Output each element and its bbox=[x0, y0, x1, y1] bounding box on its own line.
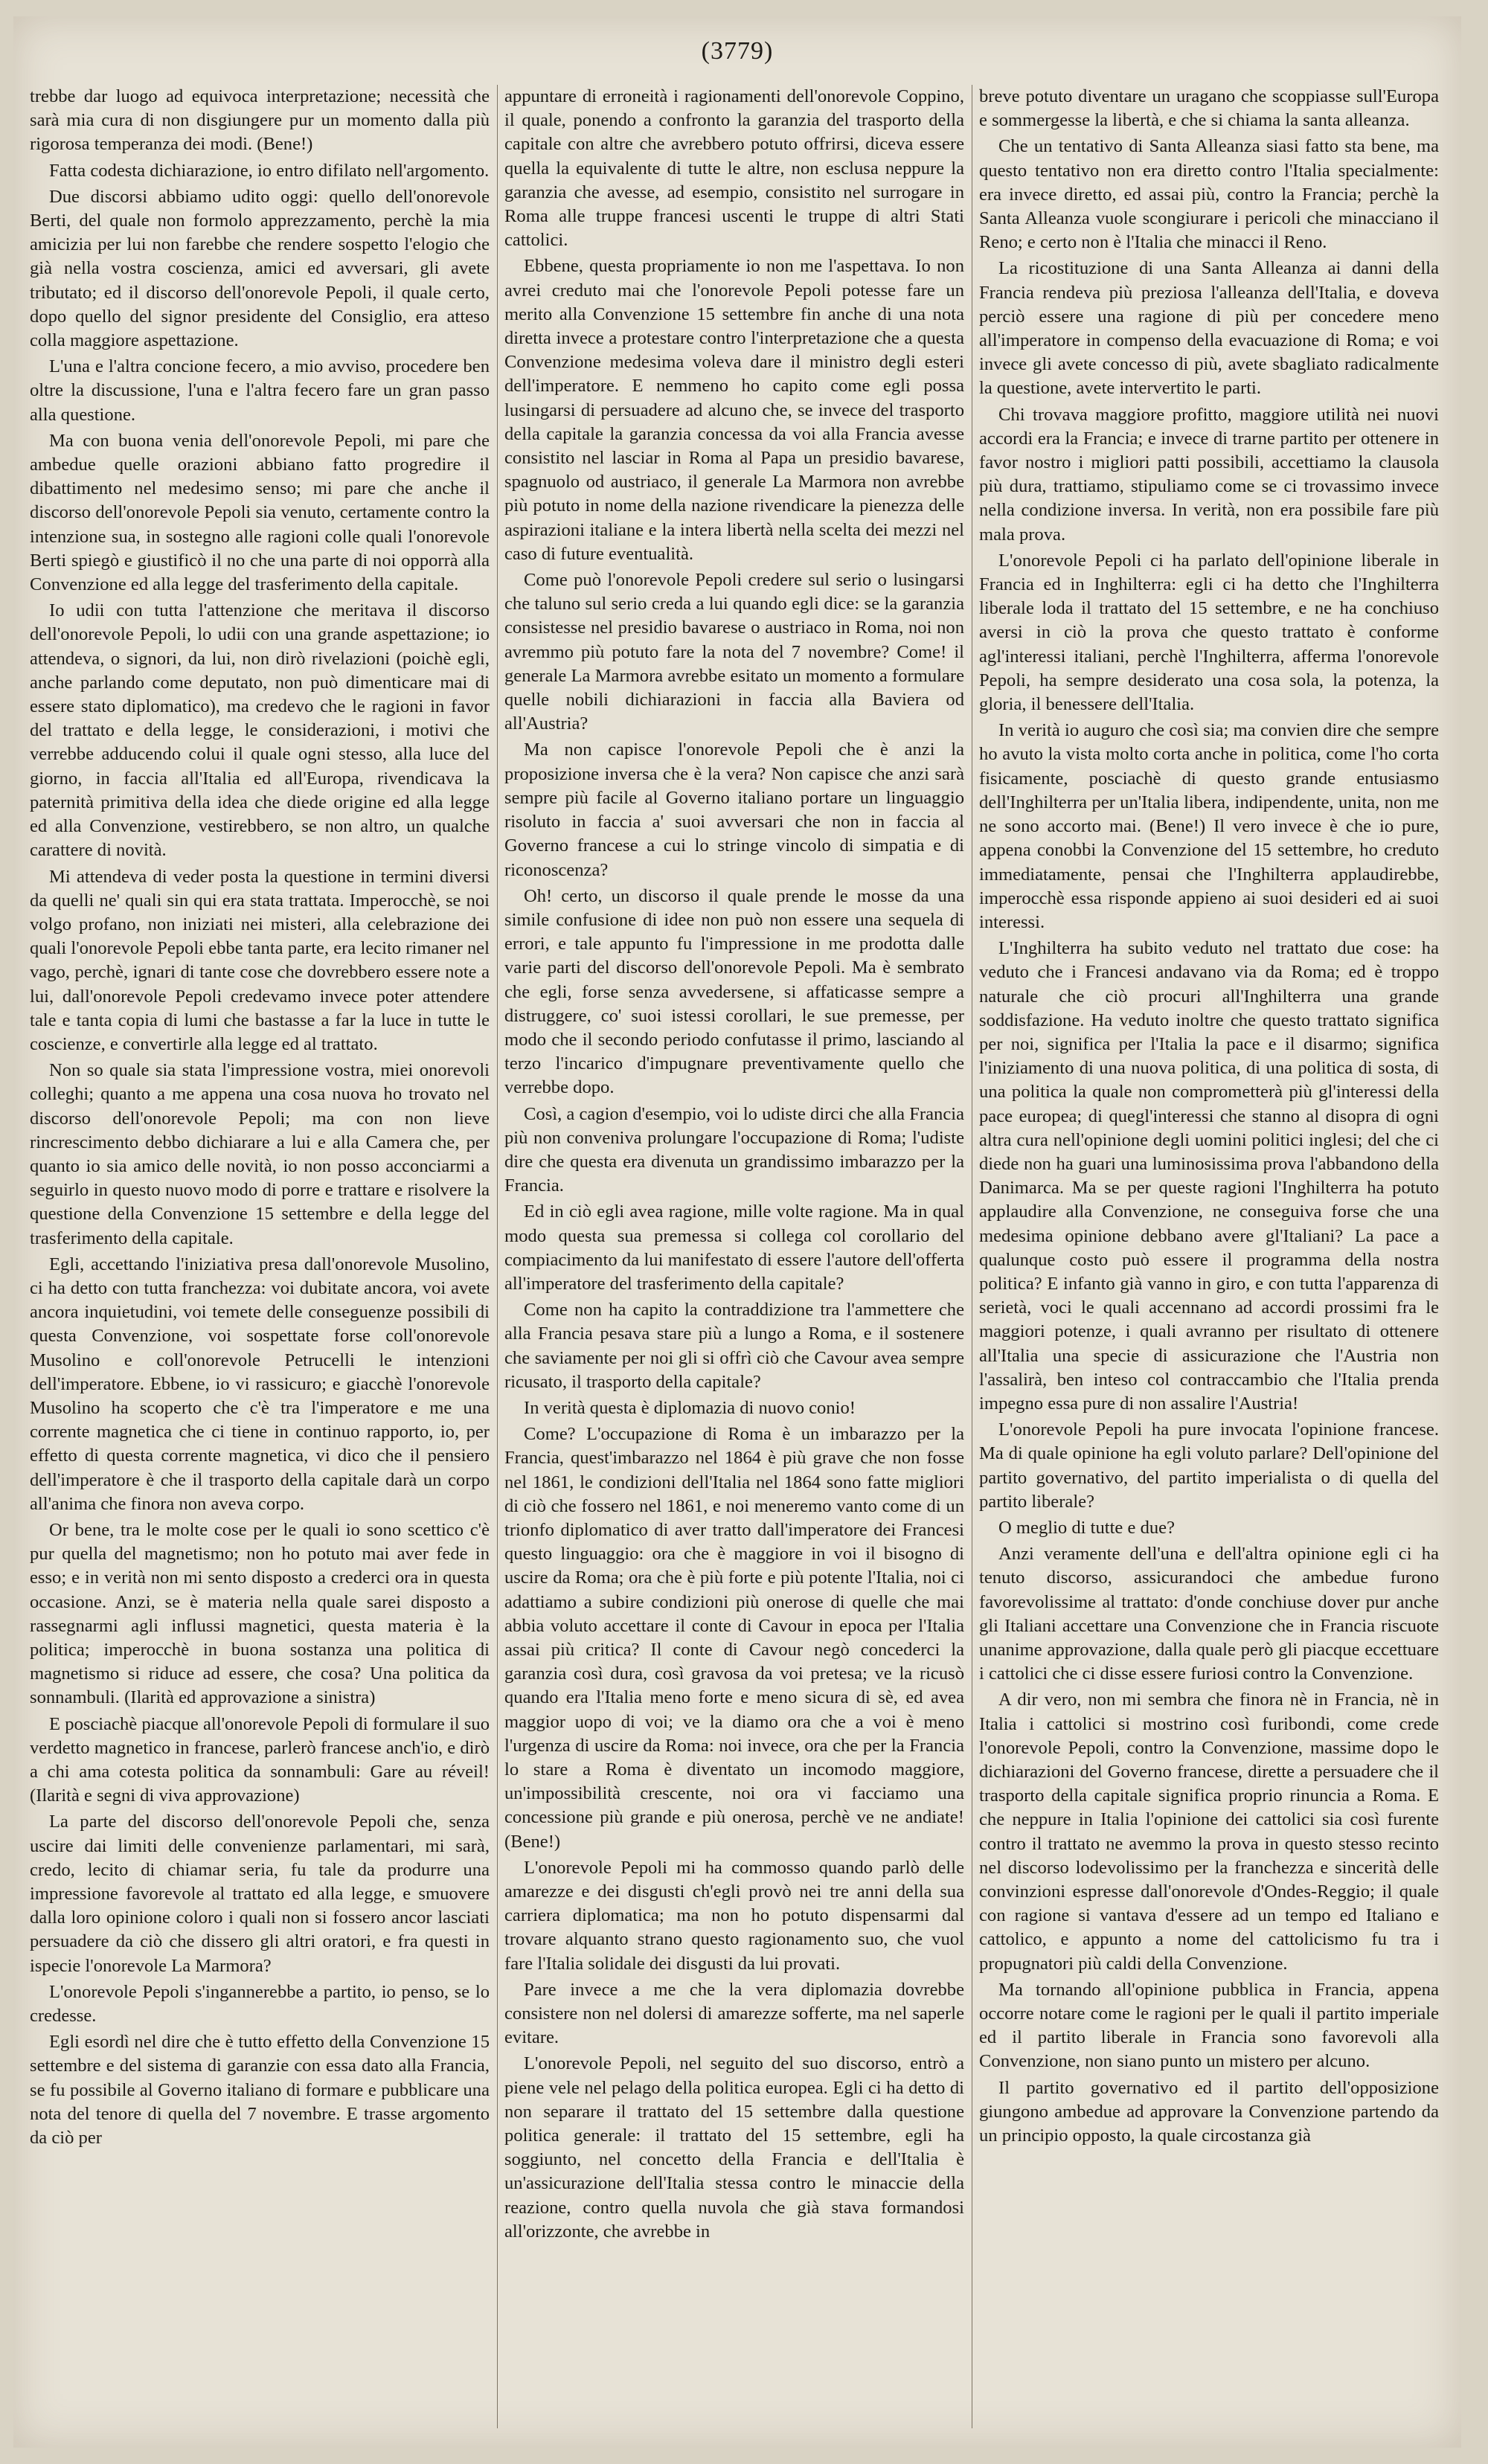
text-column-middle bbox=[504, 85, 964, 2428]
paragraph: L'onorevole Pepoli mi ha commosso quando parlò delle amarezze e dei disgusti ch'egli provò nei tre anni della sua carriera diplomatica; ma non ho potuto dispensarmi dal trovare alquanto strano questo ragionamento suo, che vuol fare l'Italia solidale dei disgusti da lui provati. bbox=[504, 1857, 964, 1974]
paragraph: Anzi veramente dell'una e dell'altra opinione egli ci ha tenuto discorso, assicurandoci che ambedue furono favorevolissime al trattato: d'onde conchiuse dover pur anche gli Italiani accettare una Convenzione che in Francia riscuote unanime approvazione, dalla quale però gli piacque eccettuare i cattolici che ci disse essere furiosi contro la Convenzione. bbox=[979, 1544, 1439, 1684]
paragraph: L'onorevole Pepoli s'ingannerebbe a partito, io penso, se lo credesse. bbox=[30, 1981, 490, 2027]
paragraph: Chi trovava maggiore profitto, maggiore utilità nei nuovi accordi era la Francia; e invece di trarne partito per ottenere in favor nostro i migliori patti possibili, accettiamo la clausola più dura, trattiamo, stipuliamo come se ci trovassimo invece nella condizione inversa. In verità, non era possibile fare più mala prova. bbox=[979, 404, 1439, 545]
paragraph: In verità io auguro che così sia; ma convien dire che sempre ho avuto la vista molto corta anche in politica, come l'ho corta fisicamente, posciachè di questo grande entusiasmo dell'Inghilterra per un'Italia libera, indipendente, unita, non me ne sono accorto mai. (Bene!) Il vero invece è che io pure, appena conobbi la Convenzione del 15 settembre, ho creduto immediatamente, pensai che l'Inghilterra applaudirebbe, imperocchè essa risponde appieno ai suoi desideri ed ai suoi interessi. bbox=[979, 720, 1439, 932]
paragraph: La ricostituzione di una Santa Alleanza ai danni della Francia rendeva più preziosa l'alleanza dell'Italia, e doveva perciò essere una ragione di più per concedere meno all'imperatore in compenso della evacuazione di Roma; e voi invece gli avete concesso di più, avete sbagliato radicalmente la questione, avete intervertito le parti. bbox=[979, 258, 1439, 399]
paragraph: O meglio di tutte e due? bbox=[998, 1517, 1175, 1538]
newspaper-page bbox=[13, 16, 1461, 2448]
paragraph: breve potuto diventare un uragano che scoppiasse sull'Europa e sommergesse la libertà, e che si chiama la santa alleanza. bbox=[979, 86, 1439, 131]
paragraph: L'Inghilterra ha subito veduto nel trattato due cose: ha veduto che i Francesi andavano via da Roma; ed è troppo naturale che ciò procuri all'Inghilterra una grande soddisfazione. Ha veduto inoltre che questo trattato significa per noi, significa per l'Italia la pace e il disarmo; significa l'iniziamento di una nuova politica, di una politica di sosta, di una politica la quale non comprometterà più gl'interessi della pace europea; di quegl'interessi che stanno al disopra di ogni altra cura nell'opinione degli uomini politici inglesi; del che ci diede non ha guari una luminosissima prova l'abbandono della Danimarca. Ma se per queste ragioni l'Inghilterra ha potuto applaudire alla Convenzione, ne conseguiva forse che una medesima opinione debbano avere gl'Italiani? La pace a qualunque costo può essere il programma della nostra politica? E infanto già vanno in giro, e con tutta l'apparenza di serietà, voci le quali accennano ad accordi prossimi fra le maggiori potenze, i quali avranno per risultato di ottenere all'Italia una specie di assicurazione che l'Austria non l'assalirà, ben inteso col contraccambio che l'Italia prenda impegno essa pure di non assalire l'Austria! bbox=[979, 938, 1439, 1414]
paragraph: Ma con buona venia dell'onorevole Pepoli, mi pare che ambedue quelle orazioni abbiano fatto progredire il dibattimento nel medesimo senso; mi pare che anche il discorso dell'onorevole Pepoli sia venuto, certamente contro la intenzione sua, in sostegno alle ragioni colle quali l'onorevole Berti spiegò e giustificò il no che una parte di noi opporrà alla Convenzione ed alla legge del trasferimento della capitale. bbox=[30, 430, 490, 595]
paragraph: Or bene, tra le molte cose per le quali io sono scettico c'è pur quella del magnetismo; non ho potuto mai aver fede in esso; e in verità non mi sento disposto a crederci ora in questa occasione. Anzi, se è materia nella quale sarei disposto a rassegnarmi agli influssi magnetici, questa materia è la politica; imperocchè in buona sostanza una politica di magnetismo si riduce ad essere, che cosa? Una politica da sonnambuli. (Ilarità ed approvazione a sinistra) bbox=[30, 1519, 490, 1708]
paragraph: Come può l'onorevole Pepoli credere sul serio o lusingarsi che taluno sul serio creda a lui quando egli dice: se la garanzia consistesse nel presidio bavarese o austriaco in Roma, noi non avremmo più potuto fare la nota del 7 novembre? Come! il generale La Marmora avrebbe esitato un momento a formulare quelle nobili dichiarazioni in faccia alla Baviera od all'Austria? bbox=[504, 570, 964, 734]
paragraph: Ma tornando all'opinione pubblica in Francia, appena occorre notare come le ragioni per le quali il partito imperiale ed il partito liberale in Francia sono favorevoli alla Convenzione, non siano punto un mistero per alcuno. bbox=[979, 1979, 1439, 2072]
paragraph: Oh! certo, un discorso il quale prende le mosse da una simile confusione di idee non può non essere una sequela di errori, e tale appunto fu l'impressione in me prodotta dalle varie parti del discorso dell'onorevole Pepoli. Ma è sembrato che egli, forse senza avvedersene, si affaticasse sempre a distruggere, co' suoi istessi corollari, le sue premesse, per modo che il secondo periodo confutasse il primo, lasciando al terzo l'incarico d'impugnare preventivamente quello che verrebbe dopo. bbox=[504, 885, 964, 1098]
paragraph: In verità questa è diplomazia di nuovo conio! bbox=[524, 1397, 856, 1418]
paragraph: Come? L'occupazione di Roma è un imbarazzo per la Francia, quest'imbarazzo nel 1864 è più grave che non fosse nel 1861, le condizioni dell'Italia nel 1864 sono fatte migliori di ciò che fossero nel 1861, e noi meneremo vanto come di un trionfo diplomatico di aver tratto dall'imperatore dei Francesi questo linguaggio: ora che è maggiore in voi il bisogno di uscire da Roma; ora che è più forte e più potente l'Italia, noi ci adattiamo a subire condizioni più onerose di quelle che mai abbia voluto accettare il conte di Cavour in epoca per l'Italia assai più critica? Il conte di Cavour negò concederci la garanzia così dura, così gravosa da voi pretesa; ve la ricusò quando era l'Italia meno forte e meno sicura di sè, ed avea maggior uopo di voi; ve la diamo ora che a voi è meno l'urgenza di uscire da Roma: noi invece, ora che per la Francia lo stare a Roma è diventato un incomodo maggiore, un'impossibilità crescente, noi ora vi facciamo una concessione più grande e più onerosa, perchè ve ne andiate! (Bene!) bbox=[504, 1424, 964, 1852]
page-number: (3779) bbox=[701, 37, 774, 65]
paragraph: L'onorevole Pepoli ci ha parlato dell'opinione liberale in Francia ed in Inghilterra: egli ci ha detto che l'Inghilterra liberale loda il trattato del 15 settembre, e ne ha conchiuso aversi in ciò la prova che questo trattato è conforme agl'interessi italiani, perchè l'Inghilterra, afferma l'onorevole Pepoli, ha sempre desiderato una cosa sola, la potenza, la gloria, il benessere dell'Italia. bbox=[979, 550, 1439, 715]
paragraph: Il partito governativo ed il partito dell'opposizione giungono ambedue ad approvare la Convenzione partendo da un principio opposto, la quale circostanza già bbox=[979, 2077, 1439, 2146]
paragraph: Io udii con tutta l'attenzione che meritava il discorso dell'onorevole Pepoli, lo udii con una grande aspettazione; io attendeva, o signori, da lui, non dirò rivelazioni (poichè egli, anche parlando come deputato, non può dimenticare mai di essere stato diplomatico), ma credevo che le ragioni in favor del trattato e della legge, le considerazioni, i motivi che verrebbe adducendo colui il quale ogni stesso, alla luce del giorno, in faccia all'Italia ed all'Europa, rivendicava la paternità primitiva della idea che diede origine ed alla legge ed alla Convenzione, vestirebbero, se non altro, un qualche carattere di novità. bbox=[30, 600, 490, 861]
paragraph: Così, a cagion d'esempio, voi lo udiste dirci che alla Francia più non conveniva prolungare l'occupazione di Roma; l'udiste dire che questa era divenuta un grandissimo imbarazzo per la Francia. bbox=[504, 1103, 964, 1196]
paragraph: Come non ha capito la contraddizione tra l'ammettere che alla Francia pesava stare più a lungo a Roma, e il sostenere che saviamente per noi gli si offrì ciò che Cavour avea sempre ricusato, il trasporto della capitale? bbox=[504, 1300, 964, 1392]
paragraph: Ed in ciò egli avea ragione, mille volte ragione. Ma in qual modo questa sua premessa si collega col corollario del compiacimento da lui manifestato di essere l'autore dell'offerta all'imperatore del trasferimento della capitale? bbox=[504, 1201, 964, 1294]
paragraph: L'onorevole Pepoli ha pure invocata l'opinione francese. Ma di quale opinione ha egli voluto parlare? Dell'opinione del partito governativo, del partito imperialista o di quella del partito liberale? bbox=[979, 1419, 1439, 1512]
paragraph: Ma non capisce l'onorevole Pepoli che è anzi la proposizione inversa che è la vera? Non capisce che anzi sarà sempre più facile al Governo italiano portare un linguaggio risoluto in faccia a' suoi avversari che non in faccia al Governo francese a cui lo stringe vincolo di simpatia e di riconoscenza? bbox=[504, 739, 964, 880]
paragraph: Non so quale sia stata l'impressione vostra, miei onorevoli colleghi; quanto a me appena una cosa nuova ho trovato nel discorso dell'onorevole Pepoli; ma con non lieve rincrescimento debbo dichiarare a lui e alla Camera che, per quanto io sia amico delle novità, io non posso acconciarmi a seguirlo in questo nuovo modo di porre e trattare e risolvere la questione della Convenzione 15 settembre e della legge del trasferimento della capitale. bbox=[30, 1060, 490, 1248]
column-divider bbox=[497, 85, 498, 2428]
text-column-right bbox=[979, 85, 1439, 2428]
paragraph: Mi attendeva di veder posta la questione in termini diversi da quelli ne' quali sin qui era stata trattata. Imperocchè, se noi volgo profano, non iniziati nei misteri, alla celebrazione dei quali l'onorevole Pepoli ebbe tanta parte, era lecito rimaner nel vago, perchè, ignari di tante cose che dovrebbero essere note a lui, dall'onorevole Pepoli credevamo invece poter attendere tale e tanta copia di lumi che bastasse a far la luce in tutte le coscienze, e convertirle alla legge ed al trattato. bbox=[30, 866, 490, 1054]
paragraph: Ebbene, questa propriamente io non me l'aspettava. Io non avrei creduto mai che l'onorevole Pepoli potesse fare un merito alla Convenzione 15 settembre fin anche di una nota diretta invece a protestare contro l'interpretazione che a questa Convenzione medesima voleva dare il ministro degli esteri dell'imperatore. E nemmeno ho capito come egli possa lusingarsi di persuadere ad alcuno che, se invece del trasporto della capitale la garanzia concessa da voi alla Francia avesse consistito nel lasciar in Roma al Papa un presidio bavarese, spagnuolo od austriaco, il generale La Marmora non avrebbe più potuto in nome della nazione rivendicare la pienezza delle aspirazioni italiane e la intera libertà nella scelta dei mezzi nel caso di future eventualità. bbox=[504, 256, 964, 564]
paragraph: trebbe dar luogo ad equivoca interpretazione; necessità che sarà mia cura di non disgiungere pur un momento dalla più rigorosa temperanza dei modi. (Bene!) bbox=[30, 86, 490, 155]
paragraph: Egli, accettando l'iniziativa presa dall'onorevole Musolino, ci ha detto con tutta franchezza: voi dubitate ancora, voi avete ancora inquietudini, voi temete delle conseguenze possibili di questa Convenzione, voi sospettate forse coll'onorevole Musolino e coll'onorevole Petrucelli le intenzioni dell'imperatore. Ebbene, io vi rassicuro; e giacchè l'onorevole Musolino ha scoperto che c'è tra l'imperatore e me una corrente magnetica che ci tiene in continuo rapporto, io, per effetto di questa corrente magnetica, vi dico che il pensiero dell'imperatore è che il trasporto della capitale darà un corpo all'anima che finora non aveva corpo. bbox=[30, 1254, 490, 1514]
paragraph: La parte del discorso dell'onorevole Pepoli che, senza uscire dai limiti delle convenienze parlamentari, mi sarà, credo, lecito di chiamar seria, fu tale da produrre una impressione favorevole al trattato ed alla legge, e smuovere dalla loro opinione coloro i quali non si fossero ancor lasciati persuadere da ciò che dissero gli altri oratori, e fra questi in ispecie l'onorevole La Marmora? bbox=[30, 1812, 490, 1976]
paragraph: Due discorsi abbiamo udito oggi: quello dell'onorevole Berti, del quale non formolo apprezzamento, perchè la mia amicizia per lui non farebbe che rendere sospetto l'elogio che già nella vostra coscienza, amici ed avversari, gli avete tributato; ed il discorso dell'onorevole Pepoli, il quale certo, dopo quello del signor presidente del Consiglio, era atteso colla maggiore aspettazione. bbox=[30, 186, 490, 351]
paragraph: L'onorevole Pepoli, nel seguito del suo discorso, entrò a piene vele nel pelago della politica europea. Egli ci ha detto di non separare il trattato del 15 settembre dalla questione politica generale: il trattato del 15 settembre, egli ha soggiunto, nel concetto della Francia e dell'Italia è un'assicurazione dell'Italia stessa contro le minaccie della reazione, contro quella nuvola che già stava formandosi all'orizzonte, che avrebbe in bbox=[504, 2053, 964, 2242]
paragraph: A dir vero, non mi sembra che finora nè in Francia, nè in Italia i cattolici si mostrino così furibondi, come crede l'onorevole Pepoli, contro la Convenzione, massime dopo le dichiarazioni del Governo francese, dirette a persuadere che il trasporto della capitale significa proprio rinuncia a Roma. E che neppure in Italia l'opinione dei cattolici sia così furente contro il trattato ne avemmo la prova in questo stesso recinto nel discorso lodevolissimo per la franchezza e sincerità delle convinzioni espresse dall'onorevole d'Ondes-Reggio; il quale con ragione si vantava d'essere ad un tempo ed Italiano e cattolico, e appunto a nome del cattolicismo fu tra i propugnatori più caldi della Convenzione. bbox=[979, 1690, 1439, 1974]
text-column-left bbox=[30, 85, 490, 2428]
paragraph: Pare invece a me che la vera diplomazia dovrebbe consistere non nel dolersi di amarezze sofferte, ma nel saperle evitare. bbox=[504, 1979, 964, 2048]
paragraph: Fatta codesta dichiarazione, io entro difilato nell'argomento. bbox=[49, 160, 490, 181]
paragraph: appuntare di erroneità i ragionamenti dell'onorevole Coppino, il quale, ponendo a confronto la garanzia del trasporto della capitale con altre che avrebbero potuto offrirsi, diceva essere quella la equivalente di tutte le altre, non esclusa neppure la garanzia che avesse, ad esempio, consistito nel surrogare in Roma alle truppe francesi uscenti le truppe di altri Stati cattolici. bbox=[504, 86, 964, 251]
paragraph: L'una e l'altra concione fecero, a mio avviso, procedere ben oltre la discussione, l'una e l'altra fecero fare un gran passo alla questione. bbox=[30, 356, 490, 425]
paragraph: Che un tentativo di Santa Alleanza siasi fatto sta bene, ma questo tentativo non era diretto contro l'Italia specialmente: era invece diretto, ed assai più, contro la Francia; perchè la Santa Alleanza vuole scongiurare i pericoli che minacciano il Reno; e certo non è l'Italia che minacci il Reno. bbox=[979, 136, 1439, 253]
paragraph: E posciachè piacque all'onorevole Pepoli di formulare il suo verdetto magnetico in francese, parlerò francese anch'io, e dirò a chi ama cotesta politica da sonnambuli: Gare au réveil! (Ilarità e segni di viva approvazione) bbox=[30, 1713, 490, 1806]
paragraph: Egli esordì nel dire che è tutto effetto della Convenzione 15 settembre e del sistema di garanzie con essa dato alla Francia, se fu possibile al Governo italiano di formare e pubblicare una nota del tenore di quella del 7 novembre. E trasse argomento da ciò per bbox=[30, 2032, 490, 2149]
